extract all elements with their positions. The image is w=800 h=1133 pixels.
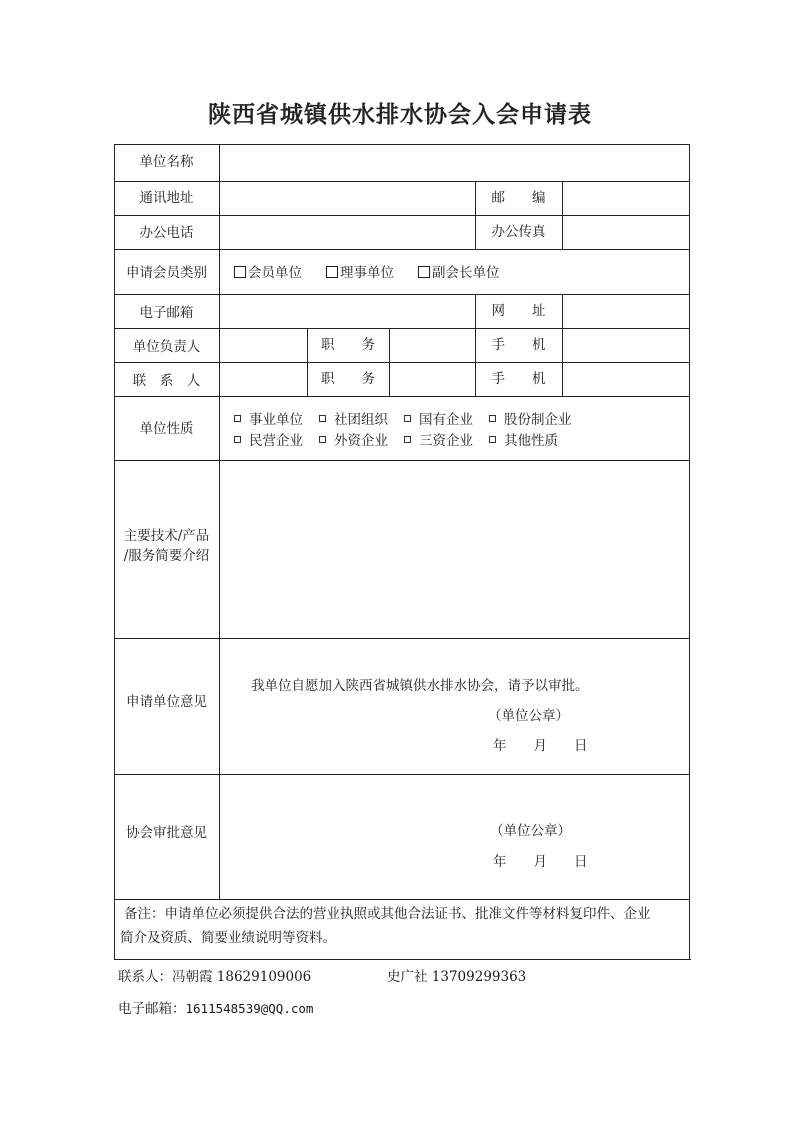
nature-option-label: 外资企业: [334, 433, 388, 449]
note-line: 备注：申请单位必须提供合法的营业执照或其他合法证书、批准文件等材料复印件、企业: [124, 906, 651, 922]
applicant-date: 年 月 日: [493, 738, 588, 754]
row-divider: [114, 396, 690, 397]
checkbox-icon: [234, 415, 241, 422]
member-option-label: 会员单位: [248, 265, 302, 281]
mobile-label: 手 机: [491, 337, 546, 353]
position-label: 职 务: [321, 337, 375, 353]
row-divider: [114, 638, 690, 639]
unit-nature-label: 单位性质: [139, 421, 194, 437]
col-divider: [562, 181, 563, 249]
nature-option[interactable]: [404, 429, 473, 449]
checkbox-icon: [489, 415, 496, 422]
checkbox-icon: [404, 436, 411, 443]
row-divider: [114, 899, 690, 900]
col-divider: [562, 294, 563, 396]
footer-email: [118, 997, 313, 1017]
form-border-bottom: [114, 959, 691, 960]
member-option-member[interactable]: [234, 264, 302, 282]
unit-name-label: 单位名称: [139, 154, 194, 170]
checkbox-icon: [234, 436, 241, 443]
label-column-divider: [219, 144, 220, 899]
nature-option-label: 事业单位: [249, 412, 303, 428]
nature-option[interactable]: [319, 408, 388, 428]
postcode-label: 邮 编: [491, 190, 546, 206]
footer-contact-1: 冯朝霞 18629109006: [172, 969, 312, 985]
nature-option[interactable]: [489, 429, 558, 449]
association-opinion-label: 协会审批意见: [126, 825, 207, 841]
row-divider: [114, 460, 690, 461]
row-divider: [114, 181, 690, 182]
checkbox-icon: [418, 266, 430, 278]
intro-label-line: 主要技术/产品: [123, 528, 210, 544]
applicant-seal: （单位公章）: [488, 708, 569, 724]
nature-option[interactable]: [234, 408, 303, 428]
nature-option[interactable]: [404, 408, 473, 428]
footer-contact: [118, 965, 311, 985]
member-option-label: 理事单位: [340, 265, 394, 281]
nature-option-label: 民营企业: [249, 433, 303, 449]
checkbox-icon: [326, 266, 338, 278]
page-title: 陕西省城镇供水排水协会入会申请表: [208, 102, 592, 128]
row-divider: [114, 215, 690, 216]
checkbox-icon: [404, 415, 411, 422]
nature-option-label: 社团组织: [334, 412, 388, 428]
checkbox-icon: [234, 266, 246, 278]
nature-option-label: 股份制企业: [504, 412, 572, 428]
footer-contact-label: 联系人：: [118, 969, 172, 985]
application-form: [114, 144, 690, 960]
form-border-top: [114, 144, 690, 145]
row-divider: [114, 294, 690, 295]
address-label: 通讯地址: [139, 190, 194, 206]
member-option-label: 副会长单位: [432, 265, 500, 281]
nature-option[interactable]: [319, 429, 388, 449]
checkbox-icon: [319, 436, 326, 443]
nature-option-label: 其他性质: [504, 433, 558, 449]
position-label: 职 务: [321, 371, 375, 387]
checkbox-icon: [489, 436, 496, 443]
footer-email-value: 1611548539@QQ.com: [185, 1001, 314, 1016]
row-divider: [114, 328, 690, 329]
note-line: 简介及资质、简要业绩说明等资料。: [120, 930, 336, 946]
website-label: 网 址: [491, 303, 546, 319]
row-divider: [114, 774, 690, 775]
footer-contact-2: 史广社 13709299363: [387, 969, 527, 985]
row-divider: [114, 249, 690, 250]
member-type-label: 申请会员类别: [126, 265, 207, 281]
member-option-vice-president[interactable]: [418, 264, 500, 282]
checkbox-icon: [319, 415, 326, 422]
intro-label-line: /服务简要介绍: [123, 548, 210, 564]
applicant-statement: 我单位自愿加入陕西省城镇供水排水协会，请予以审批。: [251, 678, 589, 694]
nature-option[interactable]: [489, 408, 572, 428]
office-phone-label: 办公电话: [139, 225, 194, 241]
footer-email-label: 电子邮箱：: [118, 1001, 186, 1017]
association-date: 年 月 日: [493, 854, 588, 870]
applicant-opinion-label: 申请单位意见: [126, 694, 207, 710]
member-option-council[interactable]: [326, 264, 394, 282]
form-border-right: [689, 144, 690, 960]
nature-option[interactable]: [234, 429, 303, 449]
office-fax-label: 办公传真: [491, 224, 546, 240]
nature-option-label: 三资企业: [419, 433, 473, 449]
row-divider: [114, 362, 690, 363]
intro-label: [114, 526, 219, 566]
association-seal: （单位公章）: [490, 823, 571, 839]
contact-label: 联 系 人: [132, 373, 201, 389]
leader-label: 单位负责人: [132, 339, 201, 355]
nature-option-label: 国有企业: [419, 412, 473, 428]
mobile-label: 手 机: [491, 371, 546, 387]
col-divider: [389, 328, 390, 396]
email-label: 电子邮箱: [139, 305, 194, 321]
